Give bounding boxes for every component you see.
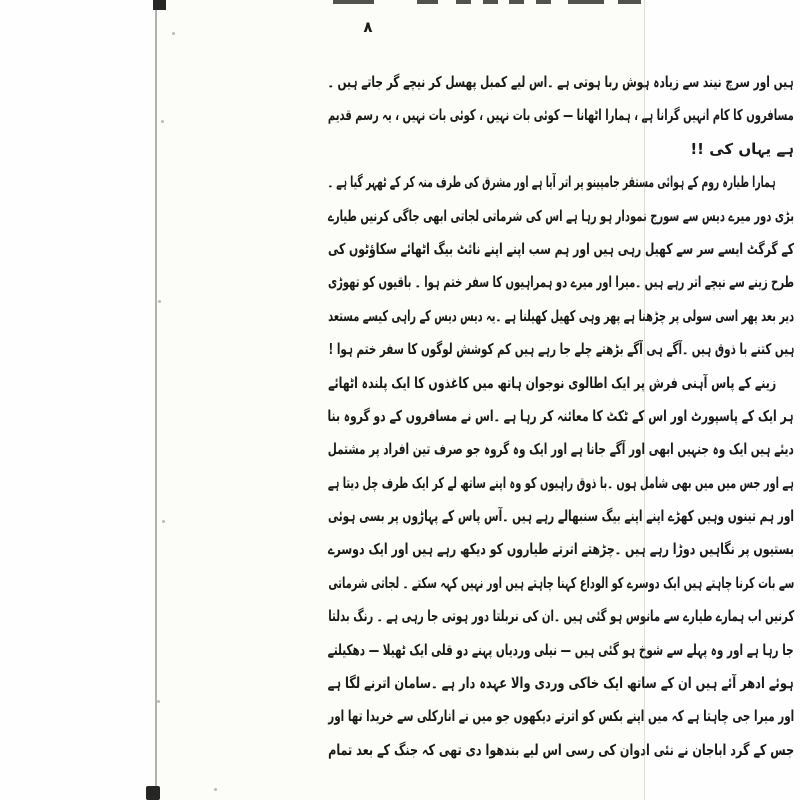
text-line [328, 700, 794, 733]
text-line [328, 233, 794, 266]
text-line [328, 600, 794, 633]
text-line-content: دیئے ہیں ایک وہ جنہیں ابھی اور آگے جانا ہے اور ایک وہ گروہ جو صرف تین افراد پر مشتمل [327, 440, 794, 459]
scan-artifact-bottom-left-blob [146, 786, 160, 800]
text-line [328, 433, 794, 466]
text-line [328, 734, 794, 767]
text-line [328, 500, 794, 533]
scan-speck [161, 120, 164, 123]
text-line [328, 634, 794, 667]
text-line-content: اور ہم تینوں وہیں کھڑے اپنے اپنے بیگ سنبھالے رہے ہیں ۔آس پاس کے پہاڑوں پر بسی ہوئی [328, 507, 794, 526]
scan-artifact-top-dash [536, 0, 551, 4]
text-line [328, 667, 794, 700]
text-line-content: ہمارا طیارہ روم کے ہوائی مستقر جامپینو پر اتر آیا ہے اور مشرق کی طرف منہ کر کے ٹھہر گیا ہے ۔ [327, 173, 776, 192]
scan-artifact-top-dash [509, 0, 524, 4]
text-line-content: جا رہا ہے اور وہ پہلے سے شوخ ہو گئی ہیں — نیلی وردیاں پہنے دو قلی ایک ٹھیلا — دھکیلتے [327, 640, 794, 659]
text-line-content: ہوئے ادھر آئے ہیں ان کے ساتھ ایک خاکی وردی والا عہدہ دار ہے ۔سامان اترنے لگا ہے [328, 674, 794, 693]
scan-edge-line-right [644, 0, 645, 800]
scan-speck [172, 32, 175, 35]
scan-artifact-top-dash [456, 0, 471, 4]
page-number: ۸ [363, 18, 373, 36]
page-scan-area [156, 0, 794, 800]
text-line-content: ہیں اور سرچ نیند سے زیادہ ہوش ربا ہوتی ہے ۔اس لیے کمبل پھسل کر نیچے گر جاتے ہیں ۔ [327, 73, 794, 91]
text-line [328, 333, 794, 366]
text-line-content: بستیوں پر نگاہیں دوڑا رہے ہیں ۔چڑھتے اترتے طیاروں کو دیکھ رہے ہیں اور ایک دوسرے [328, 540, 794, 559]
text-line-content: کرنیں اب ہمارے طیارے سے مانوس ہو گئی ہیں ۔ان کی نربلتا دور ہوتی جا رہی ہے ۔ رنگ بدلتا [327, 607, 794, 626]
text-line-content: کے گرگٹ ایسے سر سے کھیل رہی ہیں اور ہم سب اپنے اپنے نائٹ بیگ اٹھائے سکاؤٹوں کی [328, 239, 794, 258]
text-line-content: ہے اور جس میں میں بھی شامل ہوں ۔با ذوق راہیوں کو وہ اپنے ساتھ لے کر ایک طرف چل دیتا ہے [328, 473, 794, 492]
text-line-content: ہر ایک کے پاسپورٹ اور اس کے ٹکٹ کا معائنہ کر رہا ہے ۔اس نے مسافروں کے دو گروہ بنا [327, 406, 794, 425]
text-line [328, 367, 794, 400]
text-line [328, 533, 794, 566]
text-line-content: زینے کے پاس آہنی فرش پر ایک اطالوی نوجوان ہاتھ میں کاغذوں کا ایک پلندہ اٹھائے [327, 373, 776, 392]
text-line [328, 266, 794, 299]
text-line-content: سے بات کرنا چاہتے ہیں ایک دوسرے کو الوداع کہنا چاہتے ہیں اور نہیں کہہ سکتے ۔ لجاتی شرماتی [328, 573, 794, 592]
scan-edge-line-left [155, 0, 157, 800]
scan-speck [158, 300, 161, 303]
text-line [328, 467, 794, 500]
scan-artifact-top-dash [417, 0, 438, 4]
text-line-content: بڑی دور میرے دیس سے سورج نمودار ہو رہا ہے اس کی شرماتی لجاتی ابھی جاگی کرنیں طیارے [327, 206, 794, 225]
text-line-content: اور میرا جی چاہتا ہے کہ میں اپنے بکس کو اترتے دیکھوں جو میں نے انارکلی سے خریدا تھا اور [327, 707, 794, 726]
text-line [328, 300, 794, 333]
scan-artifact-top-dash [483, 0, 498, 4]
text-line [328, 567, 794, 600]
text-line-content: جس کے گرد اباجان نے نئی ادوان کی رسی اس لیے بندھوا دی تھی کہ جنگ کے بعد تمام [328, 740, 794, 759]
scan-artifact-top-dash [618, 0, 641, 4]
text-line-content: مسافروں کا کام انہیں گرانا ہے ، ہمارا اٹھانا — کوئی بات نہیں ، کوئی بات نہیں ، یہ رسم قدیم [328, 106, 794, 125]
text-line [328, 66, 794, 99]
text-line [328, 200, 794, 233]
scan-speck [157, 700, 160, 703]
text-line [328, 166, 794, 199]
text-line [328, 400, 794, 433]
scan-speck [162, 520, 165, 523]
text-line-content: ہیں کتنے با ذوق ہیں ۔آگے ہی آگے بڑھتے چلے جا رہے ہیں کم کوشش لوگوں کا سفر ختم ہوا ! [328, 340, 794, 359]
scan-artifact-top-dash [568, 0, 604, 4]
text-line-content: طرح زینے سے نیچے اتر رہے ہیں ۔میرا اور میرے دو ہمراہیوں کا سفر ختم ہوا ۔ باقیوں کو تھوڑی [328, 273, 794, 292]
scan-artifact-top-left-blob [153, 0, 166, 10]
text-line [328, 99, 794, 132]
text-line [328, 133, 794, 166]
text-line-content: ہے یہاں کی !! [690, 139, 794, 158]
text-block [328, 66, 794, 767]
text-line-content: دیر بعد پھر اسی سولی پر چڑھنا ہے پھر وہی کھیل کھیلنا ہے ۔یہ دیس دیس کے راہی کیسے مستعد [328, 306, 794, 325]
scan-artifact-top-dash [333, 0, 374, 4]
scan-speck [214, 788, 217, 791]
